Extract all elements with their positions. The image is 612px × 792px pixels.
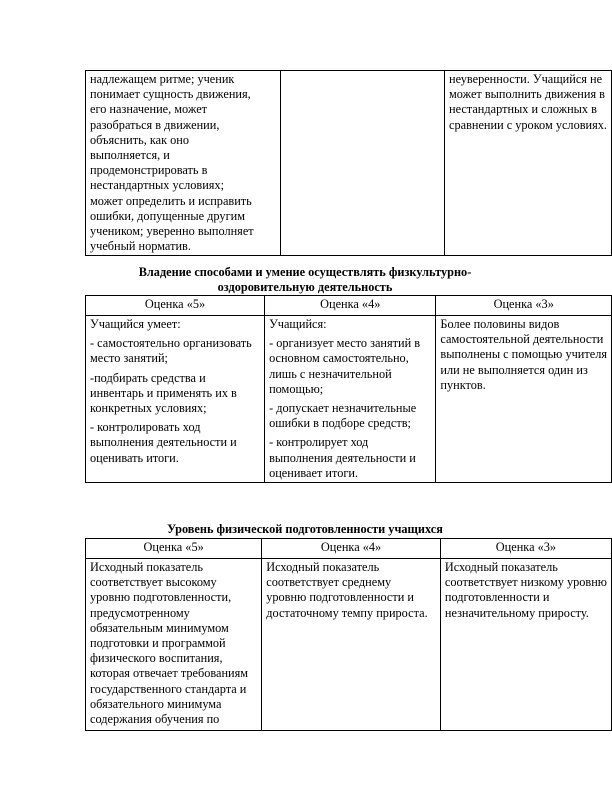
cell-text-line: незначительному приросту.	[444, 605, 589, 620]
header-grade-4: Оценка «4»	[262, 539, 441, 559]
cell-text-line: которая отвечает требованиям	[90, 666, 249, 681]
cell-text-line: место занятий;	[90, 351, 168, 366]
header-grade-5: Оценка «5»	[86, 539, 262, 559]
cell-text-line: основном самостоятельно,	[269, 351, 409, 366]
cell-text-line: лишь с незначительной	[269, 366, 392, 381]
cell-text-line: -подбирать средства и	[90, 370, 206, 385]
cell-text-line: Учащийся умеет:	[90, 317, 181, 331]
cell-text-line: уровню подготовленности,	[90, 590, 232, 605]
cell-text-line: объяснить, как оно	[90, 132, 190, 147]
cell-text-line: выполняется, и	[90, 148, 170, 163]
cell-text-line: разобраться в движении,	[90, 117, 220, 132]
cell-text-line: предусмотренному	[90, 605, 190, 620]
cell-paragraph	[269, 435, 431, 481]
cell-text-line: Более половины видов	[440, 317, 560, 331]
section-title-line: Уровень физической подготовленности учащихся	[167, 522, 443, 536]
cell-text-line: выполнения деятельности и	[269, 450, 416, 465]
cell-paragraph	[90, 317, 260, 332]
header-row	[86, 539, 612, 559]
section-title-fitness	[85, 522, 525, 537]
grade-3-cell	[440, 559, 611, 731]
grade-3-cell	[445, 71, 612, 256]
grade-5-cell	[86, 316, 265, 483]
cell-text-line: понимает сущность движения,	[90, 87, 251, 102]
cell-text-line: самостоятельной деятельности	[440, 332, 604, 347]
activity-grading-table	[85, 295, 612, 483]
cell-text-line: учебный норматив.	[90, 239, 191, 254]
section-title-activity	[85, 265, 525, 295]
cell-text-line: обязательным минимумом	[90, 620, 229, 635]
header-grade-3: Оценка «3»	[436, 296, 612, 316]
grade-5-cell	[86, 559, 262, 731]
header-grade-5: Оценка «5»	[86, 296, 265, 316]
cell-text-line: уровню подготовленности и	[266, 590, 414, 605]
cell-text-line: содержания обучения по	[90, 712, 220, 727]
cell-paragraph	[90, 371, 260, 417]
cell-text-line: государственного стандарта и	[90, 681, 247, 696]
continuation-table	[85, 70, 612, 256]
grade-4-cell	[265, 316, 436, 483]
cell-text-line: соответствует низкому уровню	[444, 575, 607, 590]
cell-text-line: помощью;	[269, 381, 324, 396]
grade-3-cell	[436, 316, 612, 483]
cell-text-line: - допускает незначительные	[269, 401, 417, 416]
cell-text-line: подготовленности и	[444, 590, 550, 605]
cell-text-line: соответствует среднему	[266, 575, 392, 590]
table-row	[86, 316, 612, 483]
cell-text-line: сравнении с уроком условиях.	[449, 117, 607, 132]
cell-text-line: инвентарь и применять их в	[90, 385, 237, 400]
section-title-line: оздоровительную деятельность	[217, 280, 393, 294]
header-row	[86, 296, 612, 316]
cell-text-line: конкретных условиях;	[90, 401, 207, 416]
header-grade-4: Оценка «4»	[265, 296, 436, 316]
cell-text-line: соответствует высокому	[90, 575, 217, 590]
cell-text-line: может определить и исправить	[90, 193, 252, 208]
grade-5-cell	[86, 71, 281, 256]
cell-paragraph	[90, 336, 260, 366]
table-row	[86, 559, 612, 731]
cell-paragraph	[269, 336, 431, 397]
cell-text-line: выполнены с помощью учителя	[440, 347, 607, 362]
cell-text-line: неуверенности. Учащийся не	[449, 72, 603, 86]
cell-text-line: - организует место занятий в	[269, 336, 421, 351]
cell-text-line: может выполнить движения в	[449, 87, 605, 102]
cell-paragraph	[269, 401, 431, 431]
cell-text-line: обязательного минимума	[90, 696, 222, 711]
cell-text-line: - контролировать ход	[90, 420, 201, 435]
grade-4-cell	[280, 71, 444, 256]
cell-paragraph	[440, 317, 607, 393]
cell-text-line: Учащийся:	[269, 317, 327, 331]
table-row	[86, 71, 612, 256]
cell-text-line: - самостоятельно организовать	[90, 336, 252, 351]
cell-text-line: оценивает итоги.	[269, 465, 359, 480]
cell-text-line: нестандартных условиях;	[90, 178, 225, 193]
cell-text-line: Исходный показатель	[444, 560, 558, 574]
grade-4-cell	[262, 559, 441, 731]
cell-text-line: ошибки в подборе средств;	[269, 416, 411, 431]
cell-text-line: надлежащем ритме; ученик	[90, 72, 235, 86]
cell-text-line: его назначение, может	[90, 102, 208, 117]
cell-text-line: ошибки, допущенные другим	[90, 208, 245, 223]
cell-text-line: физического воспитания,	[90, 651, 223, 666]
cell-text-line: продемонстрировать в	[90, 163, 208, 178]
cell-text-line: выполнения деятельности и	[90, 435, 237, 450]
cell-paragraph	[90, 420, 260, 466]
header-grade-3: Оценка «3»	[440, 539, 611, 559]
cell-text-line: или не выполняется один из	[440, 362, 588, 377]
cell-text-line: Исходный показатель	[90, 560, 203, 574]
cell-text-line: нестандартных и сложных в	[449, 102, 597, 117]
fitness-grading-table	[85, 538, 612, 731]
cell-text-line: оценивать итоги.	[90, 450, 179, 465]
section-title-line: Владение способами и умение осуществлять физкультурно-	[138, 265, 472, 279]
cell-text-line: пунктов.	[440, 377, 486, 392]
cell-text-line: учеником; уверенно выполняет	[90, 224, 254, 239]
cell-text-line: достаточному темпу прироста.	[266, 605, 428, 620]
cell-text-line: Исходный показатель	[266, 560, 380, 574]
cell-text-line: - контролирует ход	[269, 435, 369, 450]
cell-text-line: подготовки и программой	[90, 636, 226, 651]
cell-paragraph	[269, 317, 431, 332]
